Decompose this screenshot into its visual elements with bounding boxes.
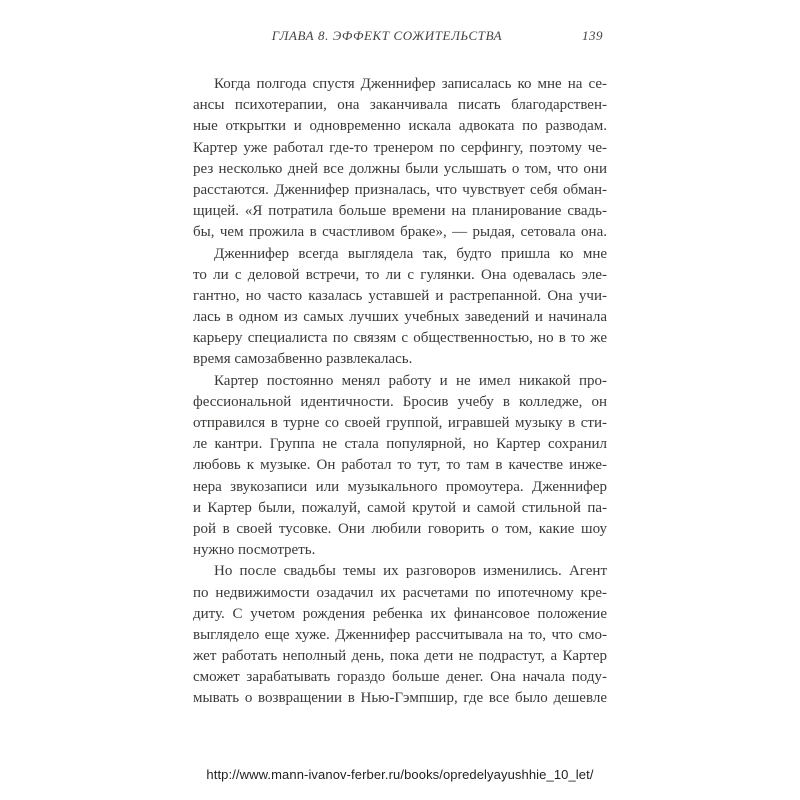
page-header [193,28,607,48]
text-line: бы, чем прожила в счастливом браке», — рыдая, сетовала она. [193,224,607,241]
page-number: 139 [582,28,603,43]
text-line: нужно посмотреть. [193,542,316,559]
text-line: расстаются. Дженнифер призналась, что чувствует себя обман- [193,181,607,198]
source-url-link[interactable]: http://www.mann-ivanov-ferber.ru/books/opredelyayushhie_10_let/ [206,767,594,782]
text-line: Картер постоянно менял работу и не имел никакой про- [214,372,607,389]
body-text [193,74,607,710]
text-line: диту. С учетом рождения ребенка их финансовое положение [193,605,607,622]
text-line: Картер уже работал где-то тренером по серфингу, поэтому че- [193,139,607,156]
text-line: то ли с деловой встречи, то ли с гулянки. Она одевалась эле- [193,266,607,283]
text-line: фессиональной идентичности. Бросив учебу в колледже, он [193,393,607,410]
text-line: щицей. «Я потратила больше времени на планирование свадь- [193,203,607,220]
text-line: мывать о возвращении в Нью-Гэмпшир, где все было дешевле [193,690,607,707]
page-footer [0,766,800,784]
text-line: лась в одном из самых лучших учебных заведений и начинала [193,309,607,326]
text-line: Но после свадьбы темы их разговоров изменились. Агент [214,563,607,580]
chapter-title: ГЛАВА 8. ЭФФЕКТ СОЖИТЕЛЬСТВА [271,28,503,43]
text-line: по недвижимости озадачил их расчетами по ипотечному кре- [193,584,607,601]
text-line: отправился в турне со своей группой, игравшей музыку в сти- [193,415,607,431]
text-line: Когда полгода спустя Дженнифер записалась ко мне на се- [214,76,607,92]
text-line: рой в своей тусовке. Они любили говорить о том, какие шоу [193,520,607,537]
text-line: сможет зарабатывать гораздо больше денег. Она начала поду- [193,669,607,686]
text-line: ные открытки и одновременно искала адвоката по разводам. [193,118,607,135]
text-line: нера звукозаписи или музыкального промоутера. Дженнифер [193,478,607,495]
text-line: ле кантри. Группа не стала популярной, но Картер сохранил [193,436,607,453]
text-line: Дженнифер всегда выглядела так, будто пришла ко мне [214,245,607,262]
text-line: и Картер были, пожалуй, самой крутой и самой стильной па- [193,499,607,516]
text-line: гантно, но часто казалась уставшей и растрепанной. Она учи- [193,287,607,304]
text-line: ансы психотерапии, она заканчивала писать благодарствен- [193,97,607,114]
text-line: любовь к музыке. Он работал то тут, то там в качестве инже- [193,457,607,474]
text-line: время самозабвенно развлекалась. [193,351,413,368]
text-line: карьеру специалиста по связям с общественностью, но в то же [193,330,607,347]
text-line: рез несколько дней все должны были услышать о том, что они [193,160,607,177]
text-line: жет работать неполный день, пока дети не подрастут, а Картер [193,648,607,665]
text-line: выглядело еще хуже. Дженнифер рассчитывала на то, что смо- [193,626,607,643]
